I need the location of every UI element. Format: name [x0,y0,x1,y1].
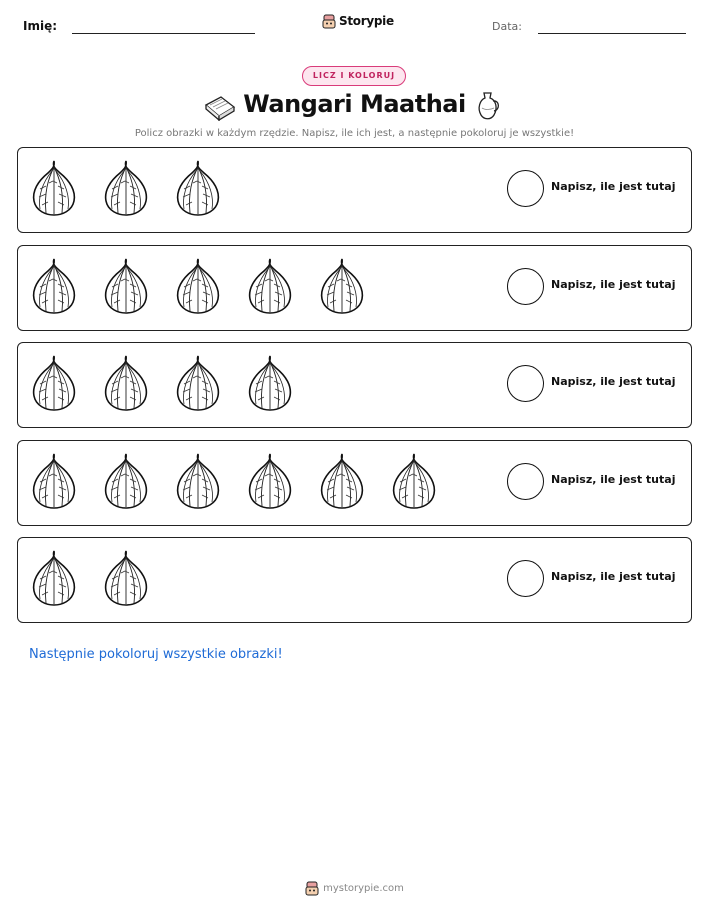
answer-label: Napisz, ile jest tutaj [551,278,676,291]
onion-icon [318,452,366,510]
count-row [17,342,692,428]
storypie-mascot-icon [322,13,336,29]
onion-icon [246,452,294,510]
onion-icon [30,549,78,607]
page-footer [0,880,709,896]
footer-site: mystorypie.com [323,882,404,894]
jug-icon [474,90,502,122]
answer-circle[interactable] [507,170,544,207]
name-label: Imię: [23,19,58,33]
count-row [17,440,692,526]
row-items [30,159,222,217]
row-items [30,452,438,510]
onion-icon [102,452,150,510]
count-row [17,537,692,623]
worksheet-header [0,0,709,50]
count-row [17,245,692,331]
storypie-mascot-icon [305,880,319,896]
name-line [72,33,255,34]
onion-icon [30,452,78,510]
activity-badge: LICZ I KOLORUJ [302,66,406,86]
onion-icon [174,257,222,315]
onion-icon [102,257,150,315]
onion-icon [30,159,78,217]
storypie-logo [322,13,394,29]
onion-icon [102,354,150,412]
onion-icon [30,257,78,315]
row-items [30,354,294,412]
coloring-note: Następnie pokoloruj wszystkie obrazki! [29,647,283,662]
answer-label: Napisz, ile jest tutaj [551,375,676,388]
date-line [538,33,686,34]
onion-icon [174,452,222,510]
date-label: Data: [492,20,522,33]
answer-circle[interactable] [507,365,544,402]
page-title: Wangari Maathai [243,90,466,118]
row-items [30,549,150,607]
row-items [30,257,366,315]
count-row [17,147,692,233]
answer-label: Napisz, ile jest tutaj [551,570,676,583]
answer-circle[interactable] [507,463,544,500]
answer-label: Napisz, ile jest tutaj [551,473,676,486]
answer-circle[interactable] [507,268,544,305]
onion-icon [246,257,294,315]
onion-icon [318,257,366,315]
onion-icon [102,159,150,217]
onion-icon [174,354,222,412]
onion-icon [30,354,78,412]
instructions-text: Policz obrazki w każdym rzędzie. Napisz, ile ich jest, a następnie pokoloruj je wszystkie! [134,128,575,139]
onion-icon [390,452,438,510]
logo-text: Storypie [339,14,394,28]
onion-icon [246,354,294,412]
onion-icon [174,159,222,217]
onion-icon [102,549,150,607]
answer-label: Napisz, ile jest tutaj [551,180,676,193]
answer-circle[interactable] [507,560,544,597]
